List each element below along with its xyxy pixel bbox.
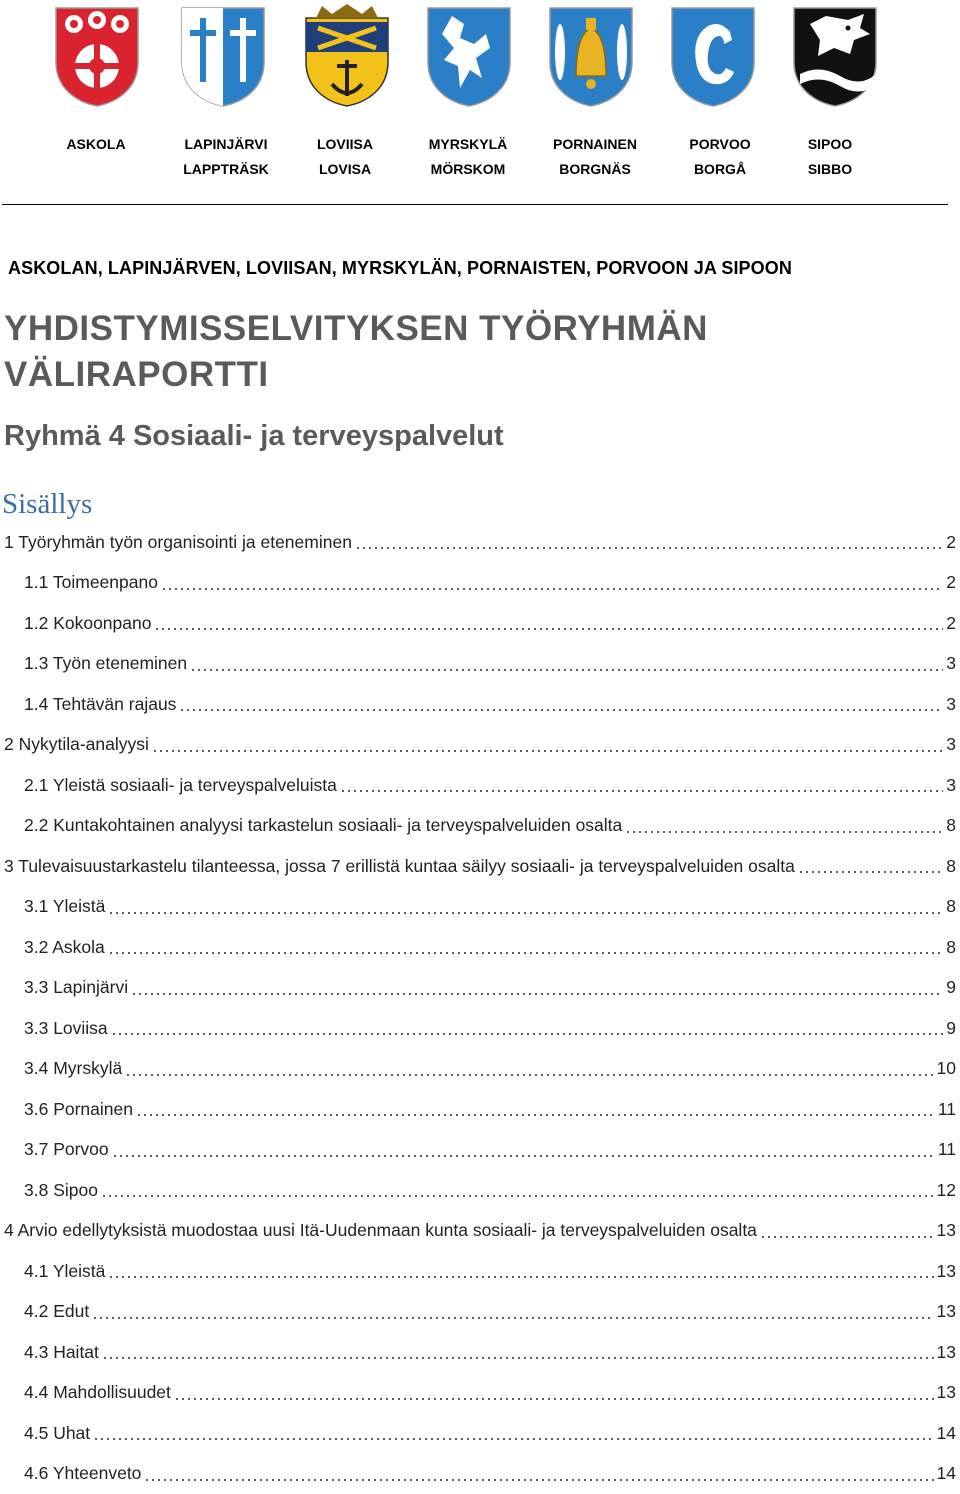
municipality-sipoo [790,132,870,182]
toc-entry[interactable] [0,806,960,846]
municipality-myrskyla [412,132,524,182]
toc-entry-title: 3 Tulevaisuustarkastelu tilanteessa, jossa 7 erillistä kuntaa säilyy sosiaali- ja terveyspalveluiden osalta [4,855,795,876]
toc-page-number: 13 [936,1341,956,1362]
toc-page-number: 2 [946,572,956,592]
toc-entry-title: 3.6 Pornainen [24,1098,133,1119]
toc-dot-leader [161,574,943,592]
toc-dot-leader [154,614,943,632]
toc-entry[interactable] [0,563,960,603]
toc-entry[interactable] [0,1211,960,1251]
toc-entry-title: 4 Arvio edellytyksistä muodostaa uusi Itä-Uudenmaan kunta sosiaali- ja terveyspalveluiden osalta [4,1220,757,1240]
toc-page-number: 9 [946,977,956,997]
toc-entry-title: 1.4 Tehtävän rajaus [24,693,177,714]
toc-page-number: 13 [936,1220,956,1240]
toc-entry-title: 2 Nykytila-analyysi [4,734,149,754]
toc-entry-title: 3.3 Lapinjärvi [24,977,129,997]
lapinjarvi-crest-icon [178,4,268,108]
toc-dot-leader [152,736,943,754]
loviisa-crest-icon [302,4,392,108]
toc-page-number: 8 [946,936,956,957]
toc-page-number: 8 [946,815,956,835]
municipality-name-fi: LAPINJÄRVI [184,136,268,152]
toc-dot-leader [131,979,943,997]
toc-entry[interactable] [0,1251,960,1291]
toc-page-number: 13 [936,1301,956,1321]
toc-page-number: 3 [946,693,956,714]
toc-dot-leader [136,1100,935,1118]
toc-entry-title: 4.6 Yhteenveto [24,1463,142,1483]
toc-entry-title: 4.2 Edut [24,1301,90,1321]
toc-dot-leader [625,817,943,835]
toc-dot-leader [92,1303,933,1321]
toc-dot-leader [108,898,943,916]
municipality-name-fi: ASKOLA [66,136,126,152]
toc-page-number: 12 [936,1179,956,1200]
askola-crest-icon [52,4,142,108]
toc-entry[interactable] [0,927,960,967]
toc-dot-leader [174,1384,934,1402]
toc-entry-title: 3.8 Sipoo [24,1179,98,1200]
toc-entry-title: 3.3 Loviisa [24,1017,108,1038]
municipality-loviisa [300,132,390,182]
porvoo-crest-icon [668,4,758,108]
toc-heading: Sisällys [2,488,93,520]
sipoo-crest-icon [790,4,880,108]
toc-dot-leader [112,1141,935,1159]
toc-entry-title: 1.1 Toimeenpano [24,572,158,592]
toc-entry-title: 3.1 Yleistä [24,896,106,916]
toc-entry-title: 1.2 Kokoonpano [24,612,152,633]
toc-entry[interactable] [0,684,960,724]
toc-entry-title: 2.1 Yleistä sosiaali- ja terveyspalveluista [24,774,337,795]
toc-page-number: 14 [936,1422,956,1443]
toc-page-number: 11 [937,1139,956,1159]
toc-page-number: 9 [946,1017,956,1038]
municipality-askola [56,132,136,157]
toc-page-number: 2 [946,612,956,633]
municipality-name-fi: LOVIISA [316,136,373,152]
toc-dot-leader [798,857,943,875]
municipality-name-sv: LOVISA [318,161,372,177]
toc-dot-leader [760,1222,934,1240]
toc-dot-leader [144,1465,933,1483]
toc-dot-leader [111,1019,944,1037]
toc-entry-title: 4.4 Mahdollisuudet [24,1382,171,1402]
report-header-line: ASKOLAN, LAPINJÄRVEN, LOVIISAN, MYRSKYLÄN, PORNAISTEN, PORVOON JA SIPOON [8,258,792,278]
municipality-lapinjarvi [166,132,286,182]
municipality-porvoo [670,132,770,182]
document-title-line2: VÄLIRAPORTTI [4,355,269,394]
toc-page-number: 13 [936,1260,956,1281]
toc-entry-title: 3.4 Myrskylä [24,1058,123,1078]
toc-page-number: 13 [936,1382,956,1402]
toc-dot-leader [108,1262,933,1280]
municipality-name-fi: PORVOO [689,136,751,152]
toc-entry-title: 3.2 Askola [24,936,105,957]
toc-page-number: 3 [946,653,956,673]
toc-page-number: 2 [946,531,956,552]
toc-entry[interactable] [0,522,960,562]
toc-entry-title: 3.7 Porvoo [24,1139,109,1159]
toc-entry[interactable] [0,1089,960,1129]
myrskyla-crest-icon [424,4,514,108]
municipality-name-fi: MYRSKYLÄ [428,136,508,152]
toc-page-number: 11 [937,1098,956,1119]
municipality-name-fi: SIPOO [807,136,853,152]
toc-entry[interactable] [0,1413,960,1453]
toc-page-number: 3 [946,734,956,754]
toc-entry[interactable] [0,725,960,765]
municipality-names [0,132,960,188]
toc-page-number: 8 [946,855,956,876]
toc-entry[interactable] [0,1332,960,1372]
header-divider [2,204,948,205]
toc-entry[interactable] [0,765,960,805]
toc-page-number: 3 [946,774,956,795]
municipality-name-sv: BORGNÄS [559,161,631,177]
toc-entry[interactable] [0,1373,960,1413]
toc-dot-leader [93,1424,933,1442]
toc-entry-title: 1.3 Työn eteneminen [24,653,188,673]
toc-entry[interactable] [0,1170,960,1210]
toc-dot-leader [340,776,943,794]
document-title [4,306,708,398]
crest-row [0,0,960,110]
toc-entry[interactable] [0,644,960,684]
toc-entry[interactable] [0,887,960,927]
toc-entry-title: 4.3 Haitat [24,1341,99,1362]
toc-dot-leader [102,1343,934,1361]
municipality-name-sv: LAPPTRÄSK [183,161,269,177]
document-title-line1: YHDISTYMISSELVITYKSEN TYÖRYHMÄN [4,309,708,348]
toc-entry[interactable] [0,1292,960,1332]
toc-entry[interactable] [0,968,960,1008]
toc-page-number: 14 [936,1463,956,1483]
toc-entry[interactable] [0,1049,960,1089]
toc-dot-leader [190,655,943,673]
toc-dot-leader [179,695,943,713]
toc-entry-title: 2.2 Kuntakohtainen analyysi tarkastelun sosiaali- ja terveyspalveluiden osalta [24,815,623,835]
toc-entry[interactable] [0,846,960,886]
toc-entry[interactable] [0,1130,960,1170]
toc-entry-title: 4.1 Yleistä [24,1260,106,1281]
group-title: Ryhmä 4 Sosiaali- ja terveyspalvelut [4,420,504,452]
municipality-pornainen [536,132,654,182]
toc-entry[interactable] [0,1454,960,1494]
toc-page-number: 8 [946,896,956,916]
municipality-name-sv: SIBBO [807,161,853,177]
pornainen-crest-icon [546,4,636,108]
toc-entry[interactable] [0,603,960,643]
toc-dot-leader [108,938,944,956]
municipality-name-sv: MÖRSKOM [430,161,506,177]
toc-dot-leader [355,533,943,551]
municipality-name-sv: BORGÅ [693,161,747,177]
toc-entry-title: 4.5 Uhat [24,1422,91,1443]
toc-entry-title: 1 Työryhmän työn organisointi ja eteneminen [4,531,352,552]
toc-dot-leader [101,1181,934,1199]
municipality-name-fi: PORNAINEN [552,136,637,152]
toc-dot-leader [125,1060,933,1078]
toc-entry[interactable] [0,1008,960,1048]
toc-page-number: 10 [936,1058,956,1078]
